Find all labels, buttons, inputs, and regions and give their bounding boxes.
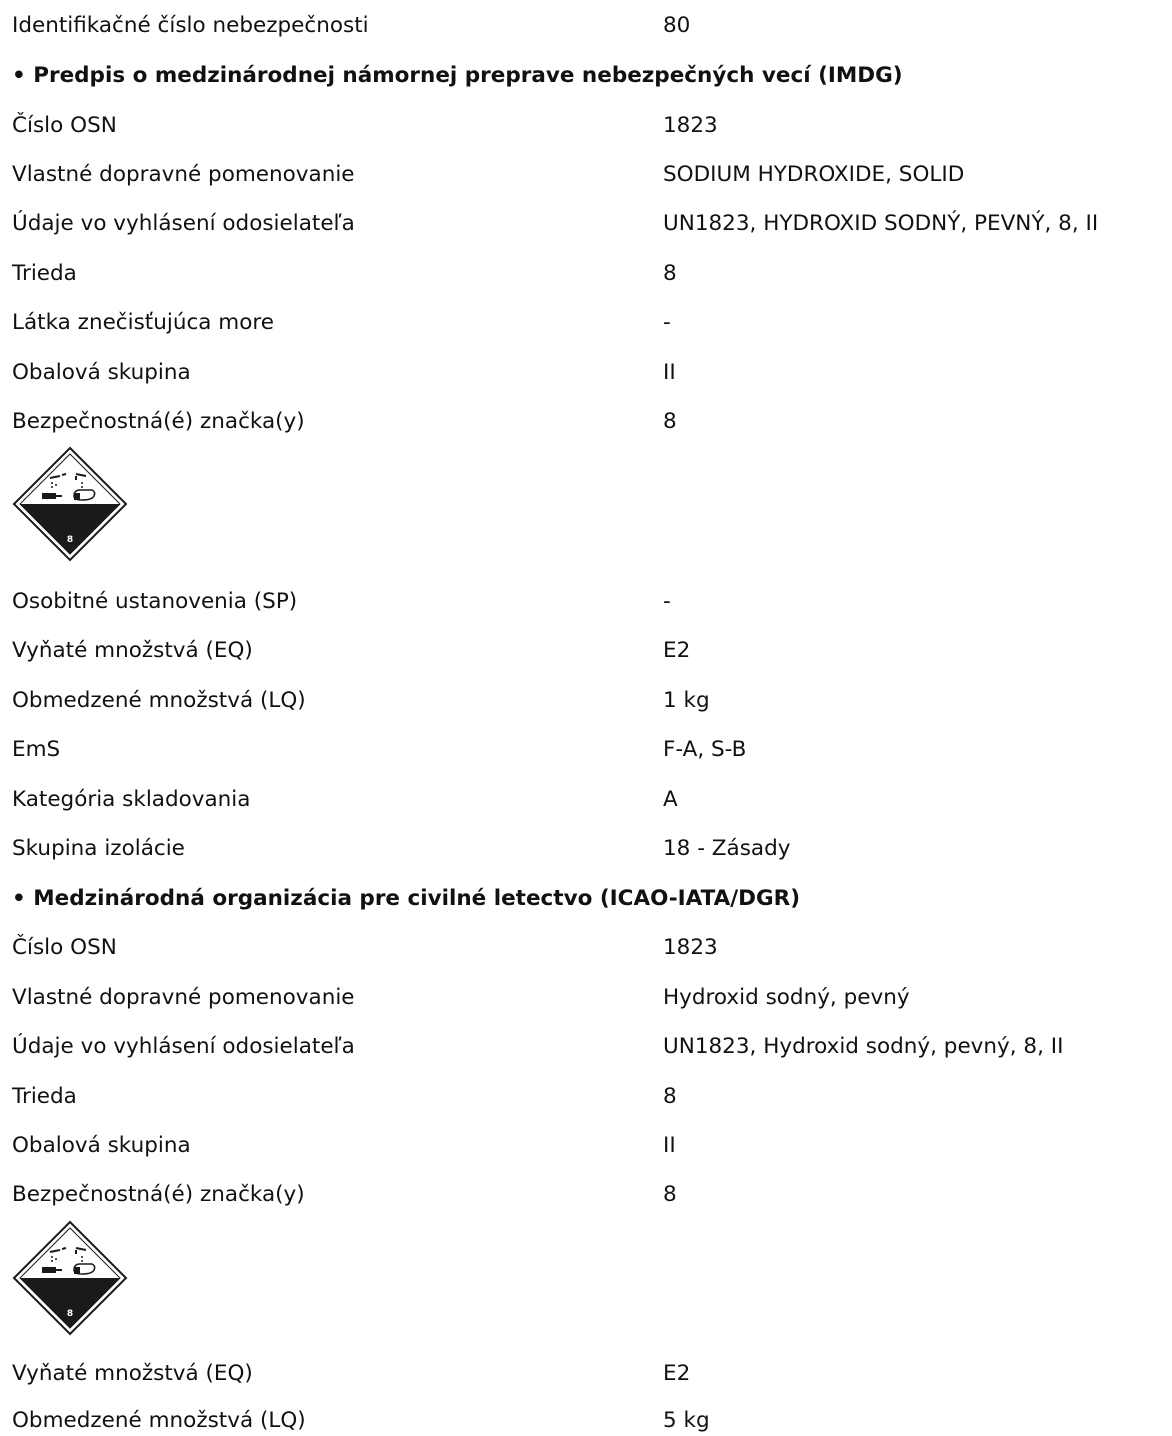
row-value: - [663,310,671,335]
table-row [12,259,1168,289]
row-label: Kategória skladovania [12,787,251,812]
row-label: Obmedzené množstvá (LQ) [12,688,306,713]
imdg-heading: • Predpis o medzinárodnej námornej preprave nebezpečných vecí (IMDG) [12,63,903,88]
row-label: Údaje vo vyhlásení odosielateľa [12,211,355,236]
table-row [12,933,1168,963]
row-value: 18 - Zásady [663,836,791,861]
row-value: II [663,360,676,385]
table-row [12,111,1168,141]
row-value: - [663,589,671,614]
row-value: 1823 [663,935,718,960]
icao-heading: • Medzinárodná organizácia pre civilné letectvo (ICAO-IATA/DGR) [12,886,801,911]
row-label: Číslo OSN [12,113,117,138]
corrosive-class-8-icon [12,446,128,562]
row-value: Hydroxid sodný, pevný [663,985,910,1010]
table-row [12,686,1168,716]
row-value: 8 [663,1084,677,1109]
row-value: II [663,1133,676,1158]
row-value: E2 [663,1361,691,1386]
row-label: Bezpečnostná(é) značka(y) [12,1182,305,1207]
table-row [12,160,1168,190]
row-label: Obalová skupina [12,360,191,385]
table-row [12,308,1168,338]
table-row [12,1032,1168,1062]
row-label: EmS [12,737,61,762]
row-value: 1 kg [663,688,710,713]
row-label: Identifikačné číslo nebezpečnosti [12,13,369,38]
row-value: 8 [663,261,677,286]
row-value: E2 [663,638,691,663]
row-value: 8 [663,409,677,434]
placard-class-number: 8 [66,1309,74,1319]
table-row [12,785,1168,815]
table-row [12,1131,1168,1161]
row-value: A [663,787,678,812]
table-row [12,735,1168,765]
table-row [12,11,1168,41]
table-row [12,407,1168,437]
row-label: Trieda [12,1084,77,1109]
row-label: Vyňaté množstvá (EQ) [12,1361,253,1386]
row-label: Osobitné ustanovenia (SP) [12,589,298,614]
row-label: Trieda [12,261,77,286]
table-row [12,358,1168,388]
table-row [12,983,1168,1013]
row-label: Vyňaté množstvá (EQ) [12,638,253,663]
row-label: Skupina izolácie [12,836,185,861]
row-value: SODIUM HYDROXIDE, SOLID [663,162,965,187]
row-value: 5 kg [663,1408,710,1433]
row-label: Obalová skupina [12,1133,191,1158]
row-label: Číslo OSN [12,935,117,960]
table-row [12,1406,1168,1436]
row-value: UN1823, HYDROXID SODNÝ, PEVNÝ, 8, II [663,211,1099,236]
table-row [12,834,1168,864]
table-row [12,636,1168,666]
row-value: 80 [663,13,691,38]
table-row [12,209,1168,239]
row-value: UN1823, Hydroxid sodný, pevný, 8, II [663,1034,1064,1059]
corrosive-class-8-icon [12,1220,128,1336]
table-row [12,587,1168,617]
row-label: Vlastné dopravné pomenovanie [12,985,355,1010]
row-value: F-A, S-B [663,737,747,762]
row-label: Údaje vo vyhlásení odosielateľa [12,1034,355,1059]
row-label: Látka znečisťujúca more [12,310,274,335]
table-row [12,1180,1168,1210]
row-value: 1823 [663,113,718,138]
table-row [12,1359,1168,1389]
row-value: 8 [663,1182,677,1207]
placard-class-number: 8 [66,535,74,545]
table-row [12,1082,1168,1112]
row-label: Obmedzené množstvá (LQ) [12,1408,306,1433]
row-label: Bezpečnostná(é) značka(y) [12,409,305,434]
row-label: Vlastné dopravné pomenovanie [12,162,355,187]
